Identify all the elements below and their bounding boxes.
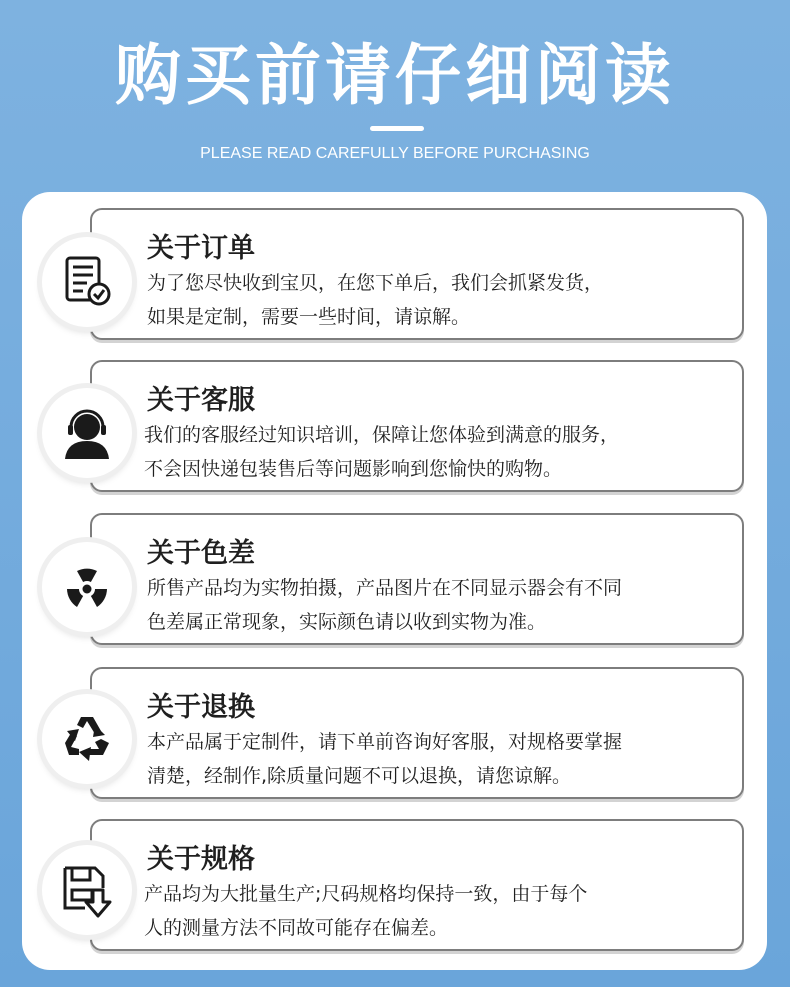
section-line: 清楚，经制作,除质量问题不可以退换，请您谅解。: [147, 765, 572, 787]
title-underline: [370, 126, 424, 131]
download-save-icon: [57, 860, 117, 920]
radiation-icon: [57, 557, 117, 617]
section-line: 我们的客服经过知识培训，保障让您体验到满意的服务，: [144, 424, 620, 446]
section-line: 人的测量方法不同故可能存在偏差。: [144, 917, 449, 939]
icon-badge: [42, 845, 132, 935]
section-body: [147, 725, 737, 793]
section-body: [147, 266, 737, 334]
section-body: [147, 571, 737, 639]
section-title: 关于订单: [147, 233, 255, 264]
section-line: 本产品属于定制件，请下单前咨询好客服，对规格要掌握: [147, 731, 623, 753]
section-title: 关于退换: [147, 692, 255, 723]
page-title: 购买前请仔细阅读: [115, 37, 675, 114]
recycle-icon: [57, 709, 117, 769]
section-line: 产品均为大批量生产;尺码规格均保持一致，由于每个: [144, 883, 588, 905]
section-title: 关于客服: [147, 385, 255, 416]
customer-service-icon: [57, 403, 117, 463]
icon-badge: [42, 388, 132, 478]
section-card-color: [90, 513, 744, 645]
section-card-spec: [90, 819, 744, 951]
icon-badge: [42, 694, 132, 784]
section-card-order: [90, 208, 744, 340]
icon-badge: [42, 542, 132, 632]
section-line: 为了您尽快收到宝贝，在您下单后，我们会抓紧发货，: [147, 272, 604, 294]
section-title: 关于色差: [147, 538, 255, 569]
section-line: 不会因快递包装售后等问题影响到您愉快的购物。: [144, 458, 563, 480]
icon-badge: [42, 237, 132, 327]
section-card-service: [90, 360, 744, 492]
section-body: [144, 877, 737, 945]
document-check-icon: [57, 252, 117, 312]
section-line: 色差属正常现象，实际颜色请以收到实物为准。: [147, 611, 547, 633]
section-body: [144, 418, 737, 486]
section-line: 所售产品均为实物拍摄，产品图片在不同显示器会有不同: [147, 577, 623, 599]
section-card-return: [90, 667, 744, 799]
section-title: 关于规格: [147, 844, 255, 875]
page-subtitle: PLEASE READ CAREFULLY BEFORE PURCHASING: [200, 145, 590, 162]
section-line: 如果是定制，需要一些时间，请谅解。: [147, 306, 471, 328]
